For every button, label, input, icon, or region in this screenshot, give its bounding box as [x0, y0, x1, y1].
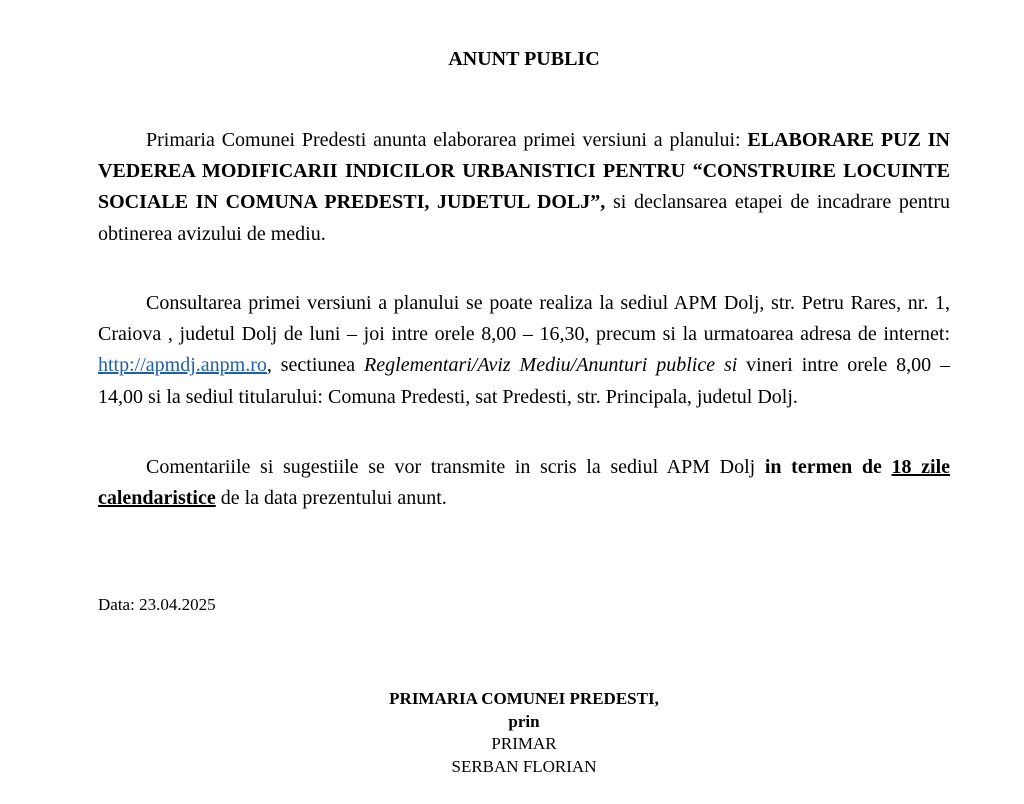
- signature-via: prin: [508, 711, 540, 731]
- paragraph-outro-text: si declansarea etapei de incadrare pentru obtinerea avizului de mediu.: [98, 191, 951, 245]
- signature-role: PRIMAR: [491, 734, 557, 753]
- comments-text-2: de la data prezentului anunt.: [215, 487, 447, 510]
- signature-name: SERBAN FLORIAN: [451, 756, 597, 776]
- consultation-text-3: vineri intre orele 8,00 – 14,00 si la sediul titularului: Comuna Predesti, sat Predesti, str. Principala, judetul Dolj.: [98, 354, 950, 408]
- apm-website-link[interactable]: http://apmdj.anpm.ro: [98, 354, 267, 377]
- consultation-paragraph: [98, 288, 950, 413]
- announcement-date: Data: 23.04.2025: [98, 595, 216, 614]
- plan-title: ELABORARE PUZ IN VEDEREA MODIFICARII INDICILOR URBANISTICI PENTRU “CONSTRUIRE LOCUINTE SOCIALE IN COMUNA PREDESTI, JUDETUL DOLJ”,: [98, 129, 951, 214]
- paragraph-intro-text: Primaria Comunei Predesti anunta elaborarea primei versiuni a planului:: [146, 129, 748, 151]
- section-path-text: Reglementari/Aviz Mediu/Anunturi publice si: [364, 354, 738, 377]
- comments-text-1: Comentariile si sugestiile se vor transmite in scris la sediul APM Dolj: [146, 456, 765, 478]
- signature-block: [98, 688, 950, 778]
- announcement-paragraph: [98, 125, 950, 250]
- consultation-text-1: Consultarea primei versiuni a planului se poate realiza la sediul APM Dolj, str. Petru Rares, nr. 1, Craiova , judetul Dolj de luni – joi intre orele 8,00 – 16,30, precum si la urmatoarea adresa de internet:: [98, 292, 950, 346]
- signature-institution: PRIMARIA COMUNEI PREDESTI,: [389, 689, 659, 708]
- deadline-prefix: in termen de: [764, 456, 892, 478]
- comments-paragraph: [98, 452, 950, 514]
- document-title: ANUNT PUBLIC: [448, 48, 600, 70]
- consultation-text-2: , sectiunea: [266, 354, 365, 377]
- deadline-days: 18 zile calendaristice: [98, 456, 950, 510]
- document-page: [98, 0, 950, 804]
